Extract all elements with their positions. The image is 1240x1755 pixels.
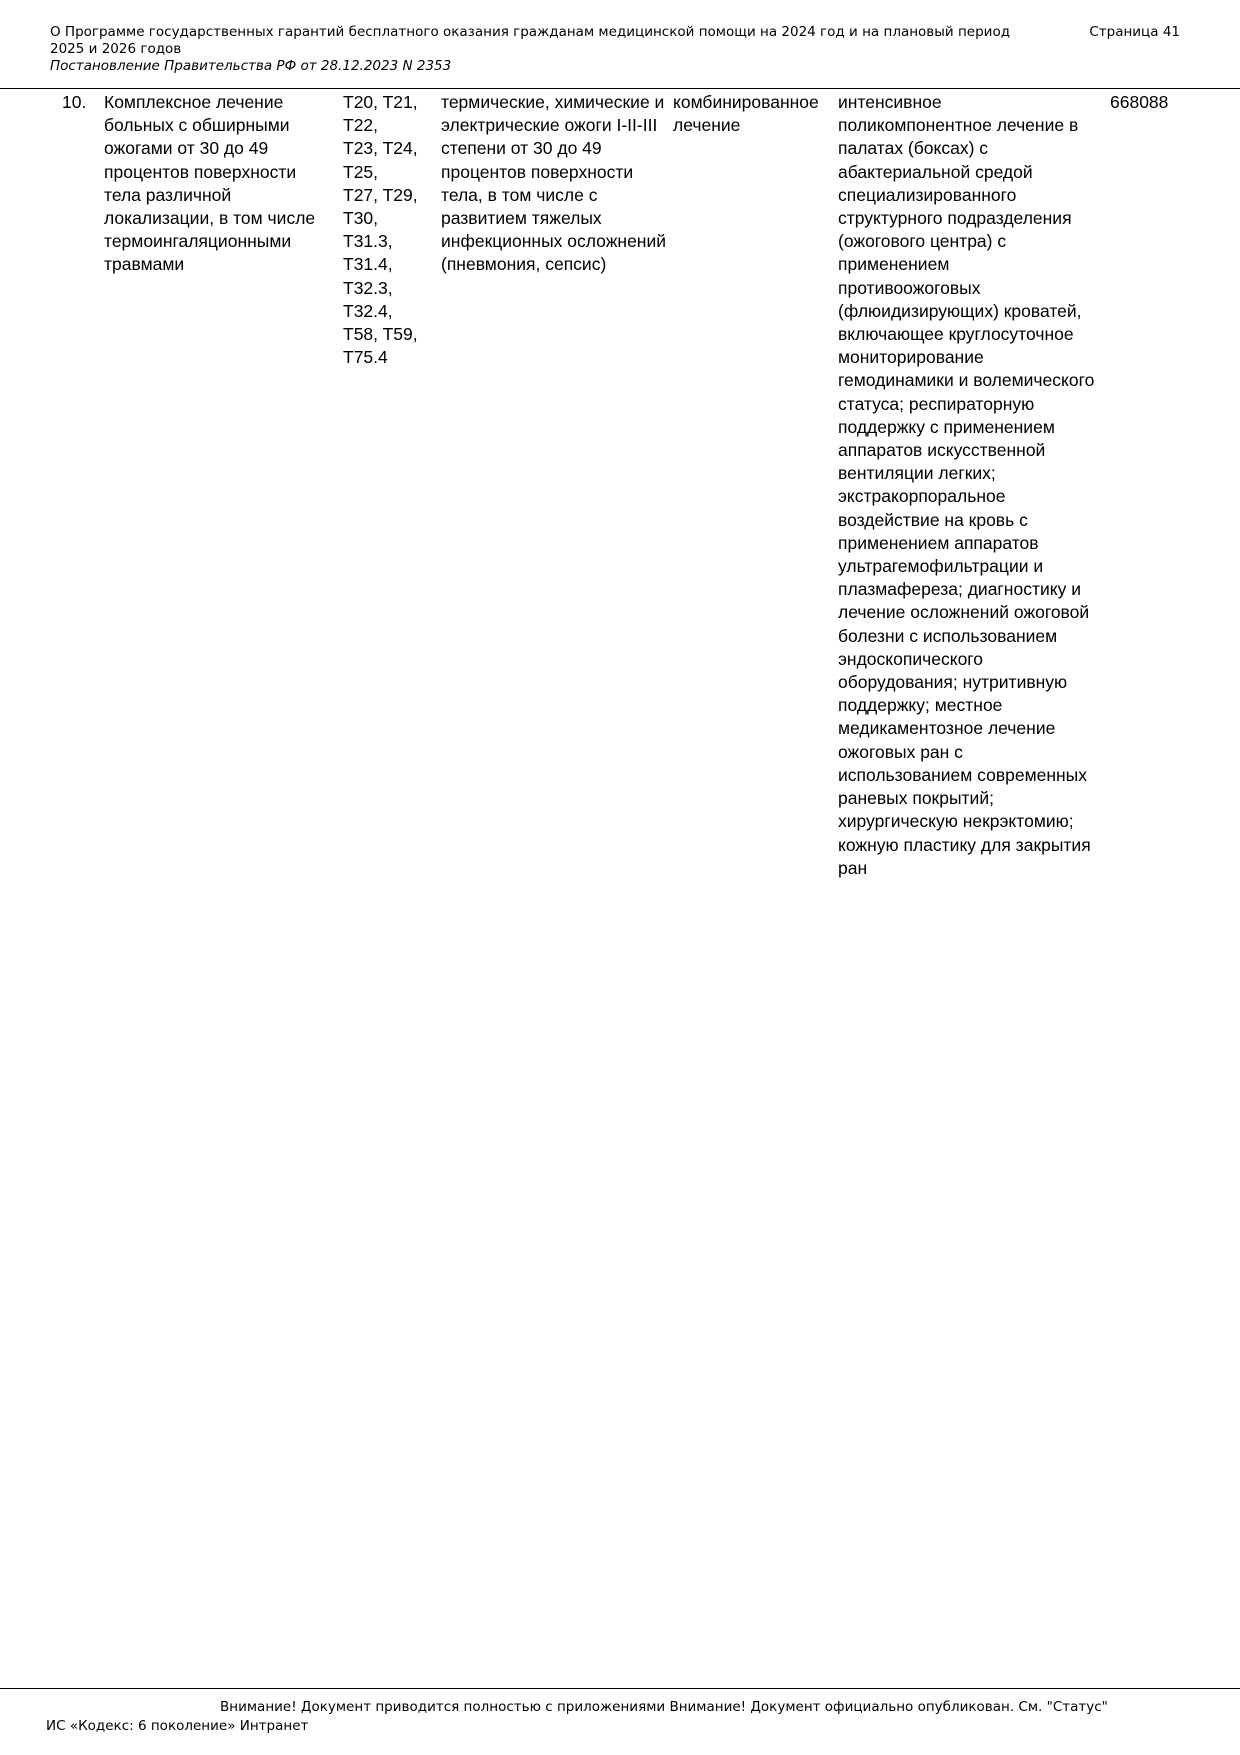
icd-code-line: T31.3, (343, 231, 393, 252)
icd-code-line: T32.3, (343, 277, 393, 298)
icd-code-line: T25, (343, 161, 379, 182)
treatment-name: Комплексное лечение больных с обширными ожогами от 30 до 49 процентов поверхности тела различной локализации, в том числе термоингаляционными травмами (104, 92, 316, 275)
cost-value: 668088 (1110, 92, 1169, 112)
icd-code-line: T30, (343, 208, 379, 229)
icd-code-line: T32.4, (343, 300, 393, 321)
icd-code-line: T58, T59, (343, 324, 418, 345)
row-number: 10. (62, 92, 87, 112)
patient-model: термические, химические и электрические ожоги I-II-III степени от 30 до 49 процентов поверхности тела, в том числе с развитием тяжелых инфекционных осложнений (пневмония, сепсис) (441, 92, 667, 275)
footer-divider (0, 1688, 1240, 1689)
icd-code-line: T27, T29, (343, 184, 418, 205)
document-subtitle: Постановление Правительства РФ от 28.12.2023 N 2353 (50, 58, 452, 74)
header-divider (0, 88, 1240, 89)
treatment-method: интенсивное поликомпонентное лечение в палатах (боксах) с абактериальной средой специализированного структурного подразделения (ожогового центра) с применением противоожоговых (флюидизирующих) кроватей, включающее круглосуточное мониторирование гемодинамики и волемического статуса; респираторную поддержку с применением аппаратов искусственной вентиляции легких; экстракорпоральное воздействие на кровь с применением аппаратов ультрагемофильтрации и плазмафереза; диагностику и лечение осложнений ожоговой болезни с использованием эндоскопического оборудования; нутритивную поддержку; местное медикаментозное лечение ожоговых ран с использованием современных раневых покрытий; хирургическую некрэктомию; кожную пластику для закрытия ран (838, 92, 1095, 878)
icd-code-line: T23, T24, (343, 138, 418, 159)
icd-code-line: T31.4, (343, 254, 393, 275)
icd-codes (343, 91, 433, 369)
icd-code-line: T75.4 (343, 347, 388, 368)
footer-notice: Внимание! Документ приводится полностью с приложениями Внимание! Документ официально опубликован. См. "Статус" (220, 1699, 1108, 1715)
footer-system: ИС «Кодекс: 6 поколение» Интранет (46, 1718, 309, 1734)
document-title: О Программе государственных гарантий бесплатного оказания гражданам медицинской помощи на 2024 год и на плановый период 2025 и 2026 годов (50, 24, 1011, 57)
treatment-type: комбинированное лечение (673, 92, 819, 136)
icd-code-line: T22, (343, 115, 379, 136)
document-header (50, 24, 1180, 75)
icd-code-line: T20, T21, (343, 92, 418, 112)
page-number: Страница 41 (1089, 24, 1180, 40)
